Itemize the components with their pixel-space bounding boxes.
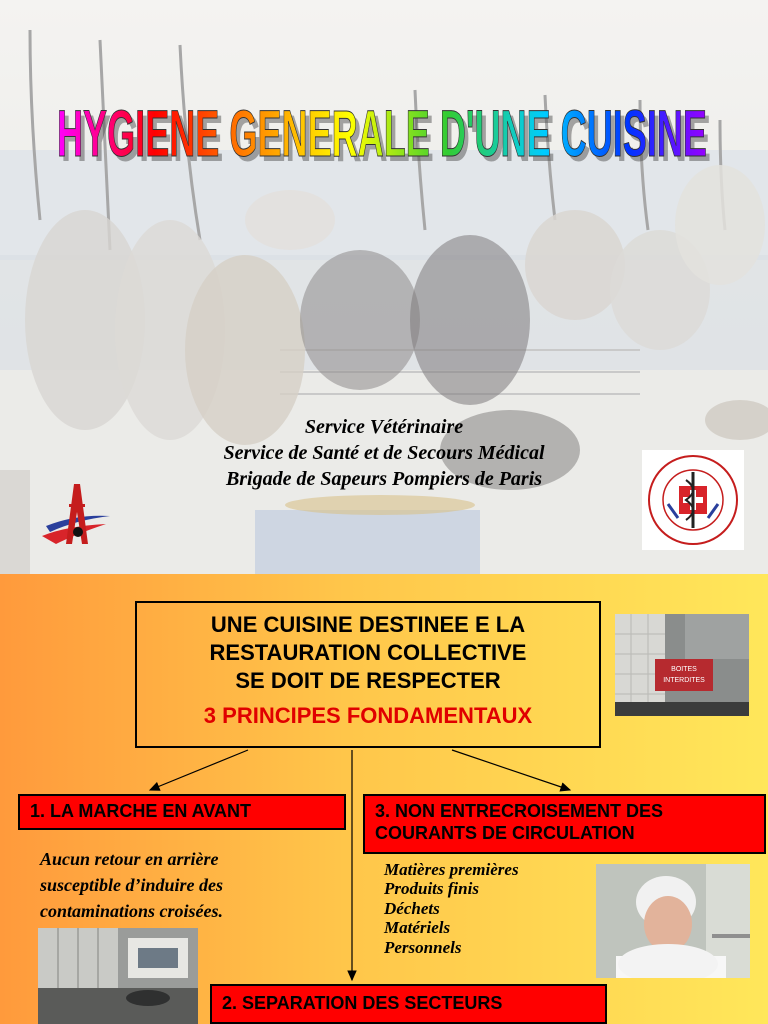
subtitle-line: Brigade de Sapeurs Pompiers de Paris	[225, 468, 543, 490]
principle-3-box: 3. NON ENTRECROISEMENT DES COURANTS DE CIRCULATION	[363, 794, 766, 854]
list-item: Déchets	[384, 898, 440, 918]
main-statement-line: RESTAURATION COLLECTIVE	[209, 640, 527, 665]
arrow-to-principle-1	[150, 750, 248, 790]
kitchen-sign-photo	[615, 614, 749, 716]
page-title: HYGIENE GENERALE D'UNE CUISINE	[57, 96, 707, 170]
cook-portrait-photo	[596, 864, 750, 978]
principle-3-list	[384, 860, 519, 957]
svg-text:INTERDITES: INTERDITES	[663, 677, 705, 684]
main-statement-box	[135, 601, 601, 748]
kitchen-equipment-photo	[38, 928, 198, 1024]
list-item: Produits finis	[384, 879, 479, 899]
principle-1-box: 1. LA MARCHE EN AVANT	[18, 794, 346, 830]
description-line: Aucun retour en arrière	[40, 849, 219, 869]
main-statement-line: UNE CUISINE DESTINEE E LA	[210, 612, 526, 637]
description-line: contaminations croisées.	[40, 901, 224, 921]
subtitle-line: Service de Santé et de Secours Médical	[223, 442, 545, 464]
slide-principles	[0, 574, 768, 1024]
main-statement-line: SE DOIT DE RESPECTER	[235, 668, 501, 693]
arrow-to-principle-3	[452, 750, 570, 790]
list-item: Matières premières	[384, 860, 519, 879]
brigade-seal-logo	[642, 450, 744, 550]
description-line: susceptible d’induire des	[40, 875, 223, 895]
subtitle-line: Service Vétérinaire	[304, 416, 464, 438]
eiffel-tower-logo	[36, 474, 116, 554]
list-item: Personnels	[384, 937, 462, 957]
principle-2-box: 2. SEPARATION DES SECTEURS	[210, 984, 607, 1024]
principles-heading: 3 PRINCIPES FONDAMENTAUX	[203, 703, 533, 728]
list-item: Matériels	[384, 918, 451, 938]
title-graphic	[0, 58, 768, 178]
principle-1-description	[40, 846, 223, 924]
title-shadow: HYGIENE GENERALE D'UNE CUISINE	[61, 101, 711, 175]
svg-text:BOITES: BOITES	[671, 666, 697, 673]
